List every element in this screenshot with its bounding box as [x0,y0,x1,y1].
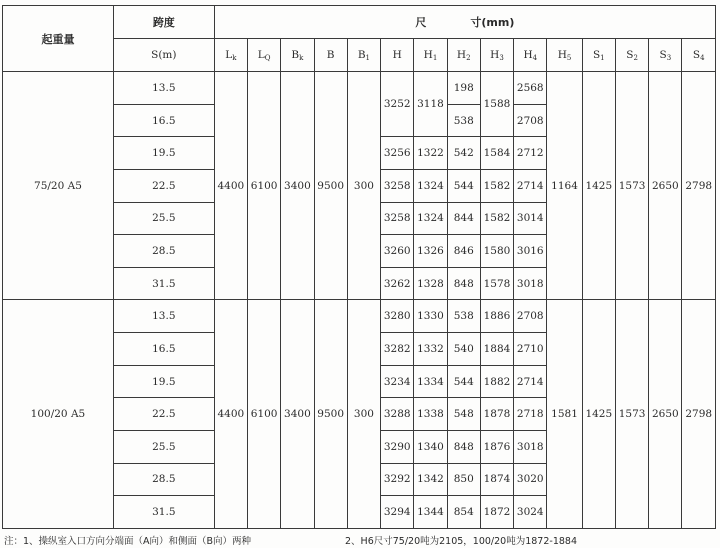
span-cell: 31.5 [113,267,214,300]
dim-h1-cell: 1340 [414,430,447,463]
column-symbol: B [326,49,335,62]
column-header [682,39,716,72]
dim-h3-cell: 1588 [480,72,513,137]
table-row [3,300,716,333]
dim-h1-cell: 3118 [414,72,447,137]
column-subscript: 3 [666,53,672,62]
column-subscript: 4 [532,53,538,62]
dim-h2-cell: 850 [447,463,480,496]
dim-h4-cell: 3020 [514,463,547,496]
column-header [248,39,281,72]
dim-h3-cell: 1886 [480,300,513,333]
dim-h4-cell: 2718 [514,398,547,431]
dim-lk-cell: 4400 [214,72,247,300]
column-subscript: 1 [365,53,371,62]
dim-lq-cell: 6100 [248,72,281,300]
dim-h-cell: 3252 [381,72,414,137]
column-subscript: k [299,53,304,62]
dim-h4-cell: 2714 [514,169,547,202]
span-cell: 25.5 [113,430,214,463]
dim-h-cell: 3256 [381,137,414,170]
dim-s2-cell: 1573 [615,72,648,300]
dim-h3-cell: 1872 [480,496,513,529]
span-cell: 19.5 [113,365,214,398]
dim-h1-cell: 1330 [414,300,447,333]
dim-s1-cell: 1425 [582,72,615,300]
crane-dimension-table [2,5,716,529]
dim-h3-cell: 1884 [480,333,513,366]
dim-h2-cell: 540 [447,333,480,366]
dim-h1-cell: 1328 [414,267,447,300]
dim-h3-cell: 1874 [480,463,513,496]
capacity-cell: 100/20 A5 [3,300,114,529]
dim-h4-cell: 2708 [514,300,547,333]
column-symbol: S [592,48,601,61]
dim-h-cell: 3282 [381,333,414,366]
dim-h4-cell: 2712 [514,137,547,170]
dim-h3-cell: 1876 [480,430,513,463]
column-symbol: B [357,48,366,61]
dim-h-cell: 3292 [381,463,414,496]
dim-s4-cell: 2798 [682,300,716,529]
column-subscript: Q [264,53,271,62]
column-header [314,39,347,72]
dim-h4-cell: 2568 [514,72,547,105]
footnote-2: 2、H6尺寸75/20吨为2105，100/20吨为1872-1884 [345,536,577,547]
column-header [547,39,582,72]
dim-lq-cell: 6100 [248,300,281,529]
dim-h2-cell: 538 [447,104,480,137]
table-row [3,72,716,105]
span-cell: 13.5 [113,72,214,105]
dim-h3-cell: 1582 [480,169,513,202]
column-symbol: H [490,48,500,61]
column-header [514,39,547,72]
dim-b-cell: 9500 [314,72,347,300]
dim-b-cell: 9500 [314,300,347,529]
dim-s3-cell: 2650 [649,72,682,300]
column-header [281,39,314,72]
dim-h4-cell: 2710 [514,333,547,366]
dim-h2-cell: 848 [447,430,480,463]
column-header [214,39,247,72]
dim-lk-cell: 4400 [214,300,247,529]
column-header [447,39,480,72]
dim-h3-cell: 1584 [480,137,513,170]
dim-h3-cell: 1878 [480,398,513,431]
dim-s3-cell: 2650 [649,300,682,529]
dim-h1-cell: 1324 [414,202,447,235]
span-cell: 28.5 [113,463,214,496]
dim-h1-cell: 1342 [414,463,447,496]
column-header [414,39,447,72]
dim-h-cell: 3260 [381,235,414,268]
dim-b1-cell: 300 [347,300,380,529]
column-symbol: H [392,49,402,62]
dimensions-header: 尺 寸(mm) [214,6,715,39]
dim-h-cell: 3280 [381,300,414,333]
dim-h-cell: 3294 [381,496,414,529]
column-symbol: H [423,48,433,61]
dim-s2-cell: 1573 [615,300,648,529]
span-unit-header: S(m) [113,39,214,72]
column-symbol: H [557,48,567,61]
dim-h2-cell: 544 [447,169,480,202]
dim-h1-cell: 1326 [414,235,447,268]
dim-h4-cell: 3016 [514,235,547,268]
column-symbol: L [225,48,233,61]
column-subscript: 1 [600,53,605,62]
dim-b1-cell: 300 [347,72,380,300]
dim-h2-cell: 848 [447,267,480,300]
dim-h3-cell: 1582 [480,202,513,235]
dim-bk-cell: 3400 [281,72,314,300]
capacity-header: 起重量 [3,6,114,72]
dim-h-cell: 3258 [381,202,414,235]
column-symbol: S [659,48,667,61]
span-cell: 16.5 [113,333,214,366]
dim-h-cell: 3234 [381,365,414,398]
dim-h2-cell: 538 [447,300,480,333]
span-cell: 31.5 [113,496,214,529]
dim-h2-cell: 542 [447,137,480,170]
column-subscript: 1 [432,53,438,62]
column-header [582,39,615,72]
column-header [347,39,380,72]
dim-h4-cell: 3024 [514,496,547,529]
dim-h4-cell: 3018 [514,430,547,463]
dim-h-cell: 3290 [381,430,414,463]
column-symbol: S [692,48,701,61]
dim-h1-cell: 1332 [414,333,447,366]
dim-bk-cell: 3400 [281,300,314,529]
dim-h2-cell: 544 [447,365,480,398]
span-cell: 19.5 [113,137,214,170]
dim-s4-cell: 2798 [682,72,716,300]
dim-h1-cell: 1324 [414,169,447,202]
dim-h2-cell: 198 [447,72,480,105]
dim-s1-cell: 1425 [582,300,615,529]
dim-h4-cell: 3018 [514,267,547,300]
column-symbol: H [523,48,533,61]
span-cell: 22.5 [113,169,214,202]
column-header [615,39,648,72]
dim-h5-cell: 1164 [547,72,582,300]
dim-h-cell: 3258 [381,169,414,202]
column-subscript: 5 [566,53,572,62]
dim-h3-cell: 1580 [480,235,513,268]
span-cell: 25.5 [113,202,214,235]
column-subscript: 2 [466,53,471,62]
span-cell: 22.5 [113,398,214,431]
column-subscript: k [232,53,237,62]
column-header [480,39,513,72]
span-header: 跨度 [113,6,214,39]
dim-h2-cell: 846 [447,235,480,268]
column-subscript: 2 [633,53,638,62]
capacity-cell: 75/20 A5 [3,72,114,300]
column-symbol: B [291,48,300,61]
footnote-1: 注：1、操纵室入口方向分端面（A向）和侧面（B向）两种 [4,536,252,547]
column-subscript: 3 [499,53,504,62]
dim-h3-cell: 1578 [480,267,513,300]
dim-h1-cell: 1322 [414,137,447,170]
column-symbol: S [626,48,634,61]
dim-h4-cell: 3014 [514,202,547,235]
column-header [381,39,414,72]
column-symbol: L [257,48,265,61]
column-symbol: H [456,48,467,61]
dim-h2-cell: 548 [447,398,480,431]
dim-h-cell: 3262 [381,267,414,300]
dim-h4-cell: 2708 [514,104,547,137]
dim-h1-cell: 1334 [414,365,447,398]
dim-h4-cell: 2714 [514,365,547,398]
dim-h2-cell: 854 [447,496,480,529]
dim-h3-cell: 1882 [480,365,513,398]
dim-h-cell: 3288 [381,398,414,431]
span-cell: 16.5 [113,104,214,137]
dim-h1-cell: 1344 [414,496,447,529]
column-header [649,39,682,72]
column-subscript: 4 [700,53,705,62]
dim-h2-cell: 844 [447,202,480,235]
dim-h5-cell: 1581 [547,300,582,529]
span-cell: 28.5 [113,235,214,268]
span-cell: 13.5 [113,300,214,333]
dim-h1-cell: 1338 [414,398,447,431]
